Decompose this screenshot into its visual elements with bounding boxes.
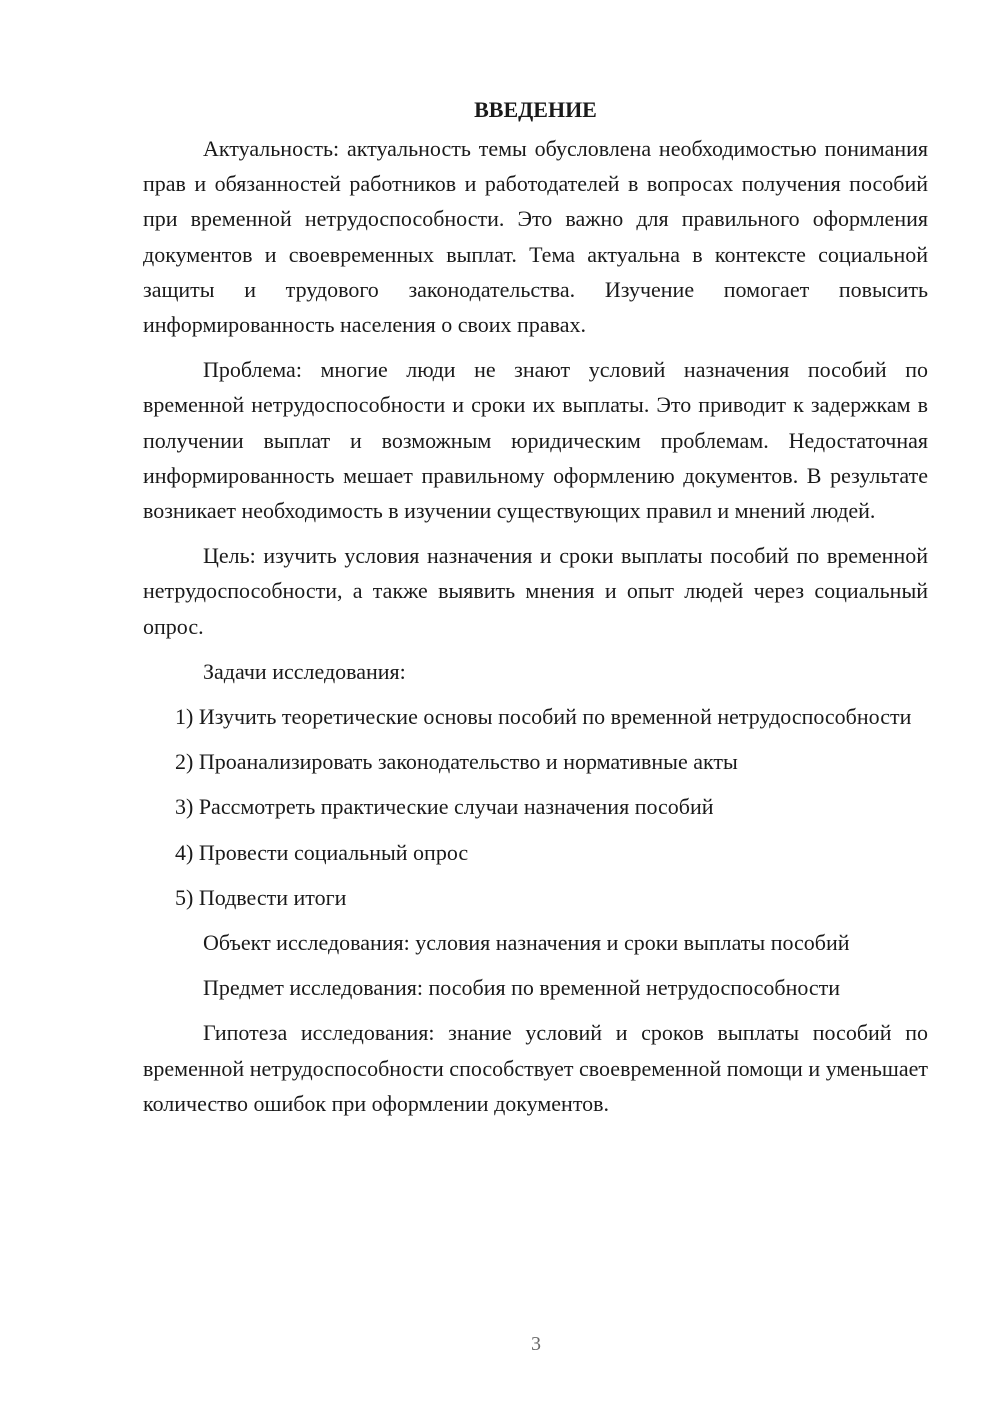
page-number: 3 [531,1333,541,1355]
tasks-list [143,699,928,915]
object-paragraph: Объект исследования: условия назначения и сроки выплаты пособий [203,930,850,956]
document-page [143,92,928,1131]
tasks-heading: Задачи исследования: [203,658,406,684]
list-item: 5) Подвести итоги [175,884,347,910]
relevance-paragraph: Актуальность: актуальность темы обусловлена необходимостью понимания прав и обязанностей работников и работодателей в вопросах получения пособий при временной нетрудоспособности. Это важно для правильного оформления документов и своевременных выплат. Тема актуальна в контексте социальной защиты и трудового законодательства. Изучение помогает повысить информированность населения о своих правах. [143,136,928,338]
page-title: ВВЕДЕНИЕ [474,97,597,122]
list-item: 2) Проанализировать законодательство и нормативные акты [175,749,738,775]
goal-paragraph: Цель: изучить условия назначения и сроки выплаты пособий по временной нетрудоспособности, а также выявить мнения и опыт людей через социальный опрос. [143,543,928,639]
list-item: 4) Провести социальный опрос [175,839,469,865]
list-item: 3) Рассмотреть практические случаи назначения пособий [175,794,714,820]
subject-paragraph: Предмет исследования: пособия по временной нетрудоспособности [203,975,841,1001]
hypothesis-paragraph: Гипотеза исследования: знание условий и сроков выплаты пособий по временной нетрудоспособности способствует своевременной помощи и уменьшает количество ошибок при оформлении документов. [143,1020,928,1116]
list-item: 1) Изучить теоретические основы пособий по временной нетрудоспособности [175,704,912,730]
problem-paragraph: Проблема: многие люди не знают условий назначения пособий по временной нетрудоспособности и сроки их выплаты. Это приводит к задержкам в получении выплат и возможным юридическим проблемам. Недостаточная информированность мешает правильному оформлению документов. В результате возникает необходимость в изучении существующих правил и мнений людей. [143,357,928,524]
